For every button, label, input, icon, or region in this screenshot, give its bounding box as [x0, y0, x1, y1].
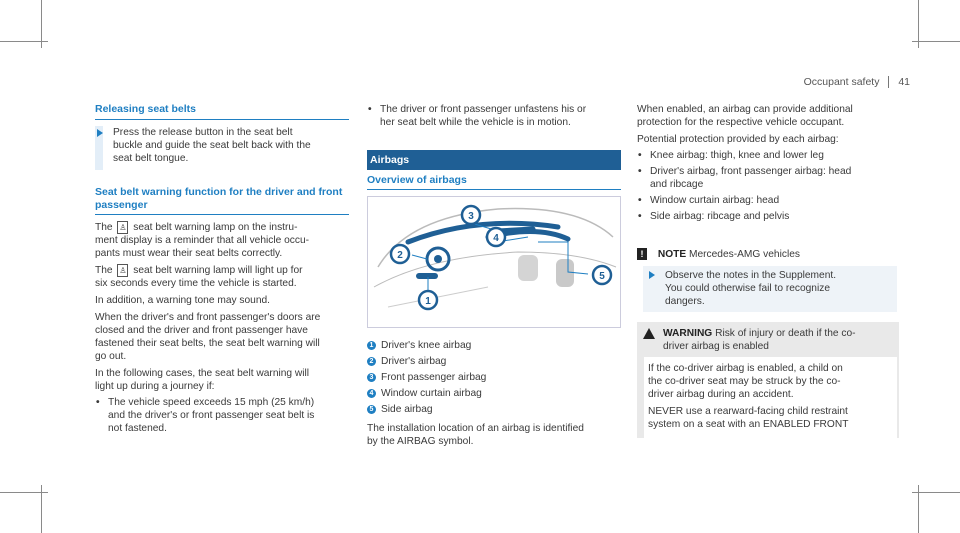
crop-mark: [0, 41, 48, 42]
warning-triangle-icon: [643, 328, 655, 339]
list-item: • Knee airbag: thigh, knee and lower leg: [638, 150, 824, 161]
crop-mark: [912, 492, 960, 493]
note-box: [637, 242, 899, 320]
crop-mark: [912, 41, 960, 42]
step-text: Press the release button in the seat belt: [113, 127, 293, 138]
note-header: ! NOTE Mercedes-AMG vehicles: [637, 248, 800, 261]
legend-item: 5 Side airbag: [367, 403, 621, 416]
list-item: • The vehicle speed exceeds 15 mph (25 km/h) and the driver's or front passenger seat belt is not fastened.: [96, 397, 315, 435]
svg-text:5: 5: [599, 271, 605, 282]
car-interior-diagram: [368, 197, 620, 327]
step-arrow-icon: [649, 271, 655, 279]
section-title-releasing: Releasing seat belts: [95, 103, 196, 115]
legend-list: [367, 339, 621, 448]
airbag-illustration: [367, 196, 621, 328]
warning-body: If the co-driver airbag is enabled, a child on the co-driver seat may be struck by the co- driver airbag during an accident. NEVER use a rearward-facing child restraint system on a seat with an ENABLED FRONT: [643, 357, 897, 438]
warning-header: WARNING Risk of injury or death if the co- driver airbag is enabled: [643, 327, 893, 353]
svg-text:2: 2: [397, 250, 403, 261]
legend-item: 3 Front passenger airbag: [367, 371, 621, 384]
instruction-step: [95, 126, 349, 170]
seat-belt-icon: ♙: [119, 223, 127, 232]
legend-item: 1 Driver's knee airbag: [367, 339, 621, 352]
legend-item: 4 Window curtain airbag: [367, 387, 621, 400]
step-text: buckle and guide the seat belt back with the: [113, 140, 311, 151]
step-text: seat belt tongue.: [113, 153, 189, 164]
step-arrow-icon: [97, 129, 103, 137]
page-number: 41: [898, 76, 910, 88]
list-item: • Side airbag: ribcage and pelvis: [638, 211, 790, 222]
section-name: Occupant safety: [803, 76, 880, 88]
running-header: [804, 76, 910, 89]
title-rule: [95, 119, 349, 120]
section-title-warning-function: Seat belt warning function for the driver and front passenger: [95, 186, 343, 211]
instruction-step: Observe the notes in the Supplement. You could otherwise fail to recognize dangers.: [637, 266, 899, 312]
body-text: When enabled, an airbag can provide additional protection for the respective vehicle occupant. Potential protection provided by each airbag: • Knee airbag: thigh, knee and lower leg • Driver's airbag, front passenger airbag: head and ribcage • Window curtain airbag: head • Side airbag: ribcage and pelvis: [637, 103, 897, 223]
crop-mark: [0, 492, 48, 493]
list-item: • The driver or front passenger unfastens his or her seat belt while the vehicle is in motion.: [368, 104, 587, 128]
svg-text:4: 4: [493, 233, 499, 244]
legend-item: 2 Driver's airbag: [367, 355, 621, 368]
warning-box: [637, 322, 899, 438]
body-text: The ♙ seat belt warning lamp on the instru- ment display is a reminder that all vehicle occu- pants must wear their seat belts correctly. The ♙ seat belt warning lamp will light up for six seconds every time the vehicle is started. In addition, a warning tone may sound. When the driver's and front passenger's doors are closed and the driver and front passenger have fastened their seat belts, the seat belt warning will go out. In the following cases, the seat belt warning will light up during a journey if: • The vehicle speed exceeds 15 mph (25 km/h) and the driver's or front passenger seat belt is not fastened.: [95, 221, 355, 435]
title-rule: [95, 214, 349, 215]
title-rule: [367, 189, 621, 190]
section-band-airbags: Airbags: [367, 150, 621, 170]
list-item: • Driver's airbag, front passenger airbag: head and ribcage: [638, 166, 852, 190]
body-text: The installation location of an airbag is identified by the AIRBAG symbol.: [367, 423, 584, 447]
svg-text:3: 3: [468, 211, 474, 222]
section-title-overview: Overview of airbags: [367, 174, 467, 186]
seat-belt-icon: ♙: [119, 266, 127, 276]
svg-text:1: 1: [425, 296, 431, 307]
note-icon: !: [637, 248, 647, 260]
list-item: • Window curtain airbag: head: [638, 195, 780, 206]
